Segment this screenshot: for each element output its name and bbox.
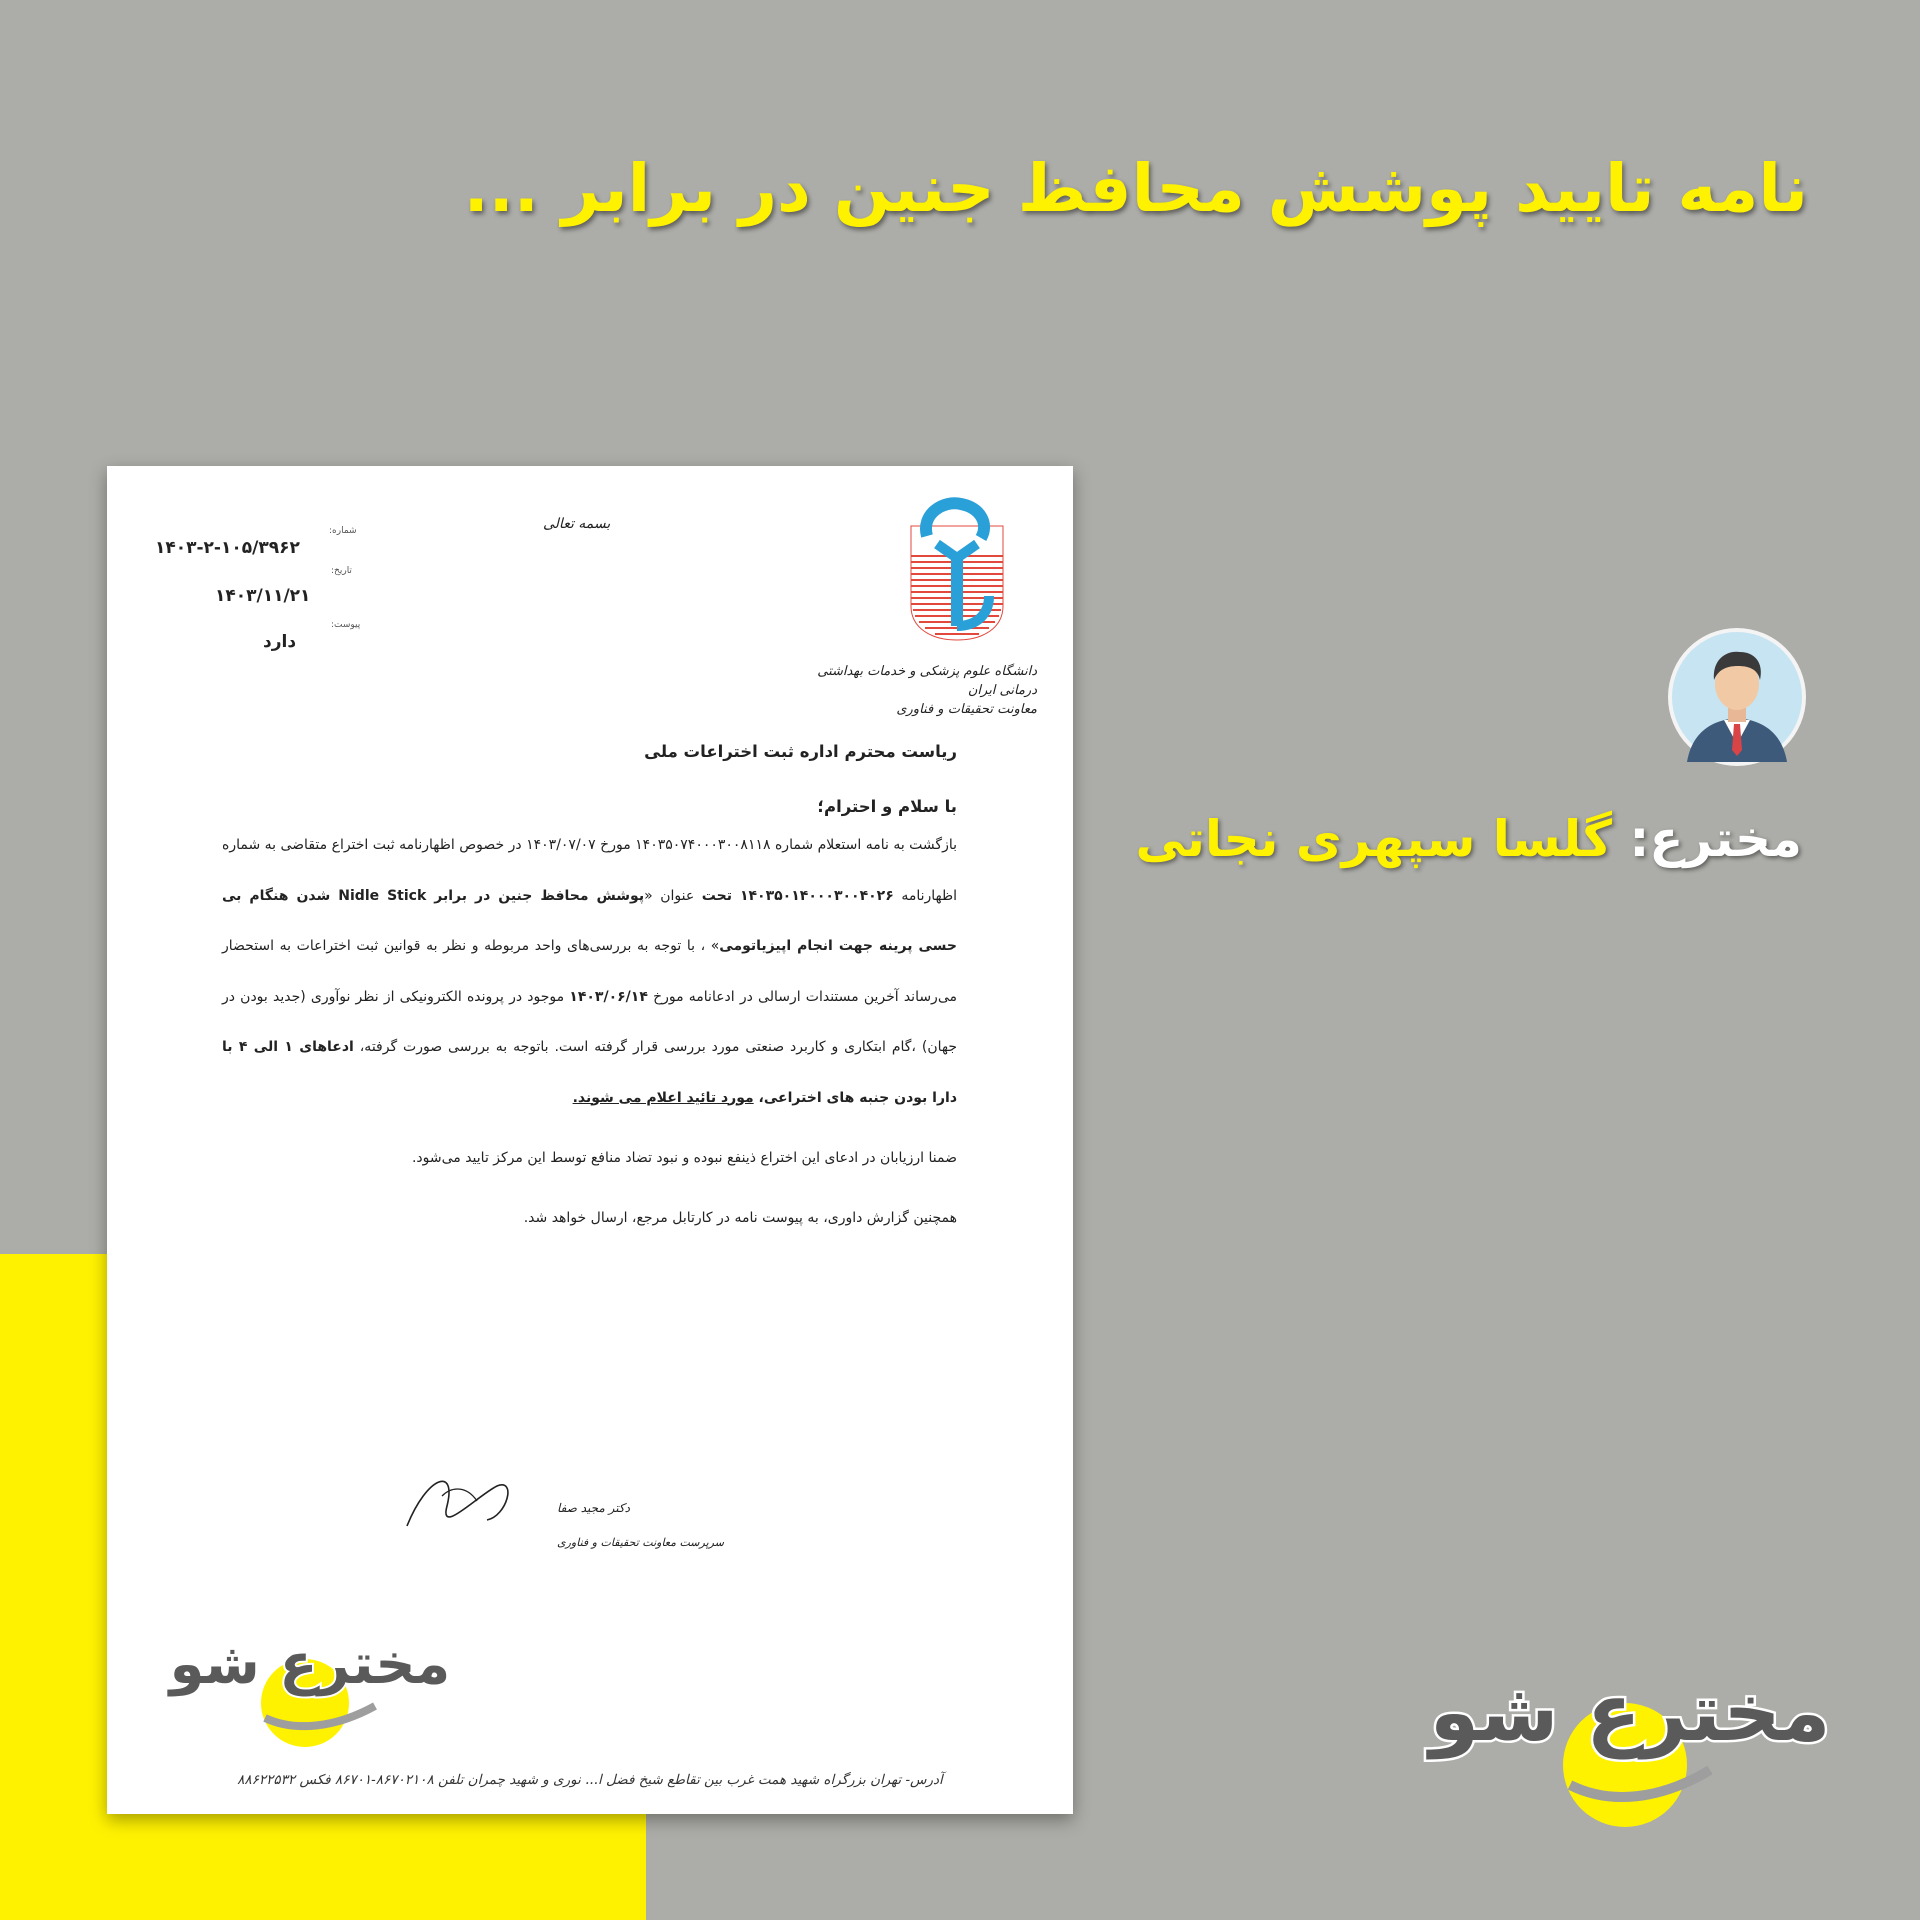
p1-claims-statement: ادعاهای ۱ الی ۴ با دارا بودن جنبه های اختراعی، (222, 1039, 957, 1106)
inventor-label: مخترع: (1629, 810, 1802, 868)
p1-claim-date: ۱۴۰۳/۰۶/۱۴ (569, 988, 648, 1005)
bismillah: بسمه تعالی (543, 516, 611, 532)
letter-footer-address: آدرس- تهران بزرگراه شهید همت غرب بین تقاطع شیخ فضل ا... نوری و شهید چمران تلفن ۸۶۷۰۲۱۰۸-۸۶۷۰۱ فکس ۸۸۶۲۲۵۳۲ (237, 1772, 943, 1788)
inventor-name: گلسا سپهری نجاتی (1135, 810, 1612, 868)
letter-paragraph-main (222, 820, 957, 1123)
p1-part-c: عنوان « (644, 887, 702, 904)
letter-paragraph-report: همچنین گزارش داوری، به پیوست نامه در کارتابل مرجع، ارسال خواهد شد. (523, 1210, 957, 1226)
p1-part-a: بازگشت به نامه استعلام شماره ۱۴۰۳۵۰۷۴۰۰۰۳۰۰۸۱۱۸ مورخ ۱۴۰۳/۰۷/۰۷ در خصوص اظهارنامه ثبت اختراع متقاضی به شماره اظهارنامه (222, 837, 958, 904)
university-emblem-icon (897, 496, 1017, 646)
brand-logo (1429, 1640, 1831, 1840)
university-name-line2: معاونت تحقیقات و فناوری (896, 702, 1037, 717)
letter-recipient: ریاست محترم اداره ثبت اختراعات ملی (644, 742, 957, 761)
number-label: شماره: (329, 526, 357, 536)
letter-salutation: با سلام و احترام؛ (817, 797, 957, 816)
p1-part-b: ۱۴۰۳۵۰۱۴۰۰۰۳۰۰۴۰۲۶ تحت (701, 887, 894, 904)
p1-approval-statement: مورد تائید اعلام می شوند. (572, 1089, 754, 1106)
page-title: نامه تایید پوشش محافظ جنین در برابر ... (463, 150, 1808, 227)
letter-paragraph-conflict: ضمنا ارزیابان در ادعای این اختراع ذینفع نبوده و نبود تضاد منافع توسط این مرکز تایید می‌شود. (411, 1150, 957, 1166)
brand-logo-text: مخترع شو (1429, 1666, 1831, 1759)
inventor-line (1136, 810, 1803, 868)
letter-document (107, 466, 1073, 1814)
letter-number: ۱۴۰۳-۲-۱۰۵/۳۹۶۲ (155, 538, 300, 558)
brand-logo-small-text: مخترع شو (169, 1632, 451, 1697)
attachment-label: پیوست: (331, 620, 361, 630)
p1-invention-title: پوشش محافظ جنین در برابر Nidle Stick شدن هنگام بی حسی پرینه جهت انجام اپیزیاتومی (222, 887, 957, 954)
brand-logo-small (169, 1608, 451, 1758)
date-label: تاریخ: (331, 566, 352, 576)
user-avatar-icon (1672, 632, 1802, 762)
university-name (797, 662, 1037, 719)
university-name-line1: دانشگاه علوم پزشکی و خدمات بهداشتی درمانی ایران (817, 664, 1037, 698)
signature (387, 1456, 724, 1576)
p1-part-e: » ، با توجه به بررسی‌های واحد مربوطه و نظر به قوانین ثبت اختراعات به استحضار می‌رساند آخرین مستندات ارسالی در ادعانامه مورخ (222, 938, 957, 1005)
letter-date: ۱۴۰۳/۱۱/۲۱ (215, 586, 311, 606)
signatory-name: دکتر مجید صفا (557, 1501, 630, 1515)
signatory-title: سرپرست معاونت تحقیقات و فناوری (557, 1536, 724, 1549)
p1-part-g: موجود در پرونده الکترونیکی از نظر نوآوری (جدید بودن در جهان) ،گام ابتکاری و کاربرد صنعتی مورد بررسی قرار گرفته است. باتوجه به بررسی صورت گرفته، (222, 988, 957, 1055)
attachment-value: دارد (263, 632, 297, 652)
letter-body (222, 742, 957, 1229)
